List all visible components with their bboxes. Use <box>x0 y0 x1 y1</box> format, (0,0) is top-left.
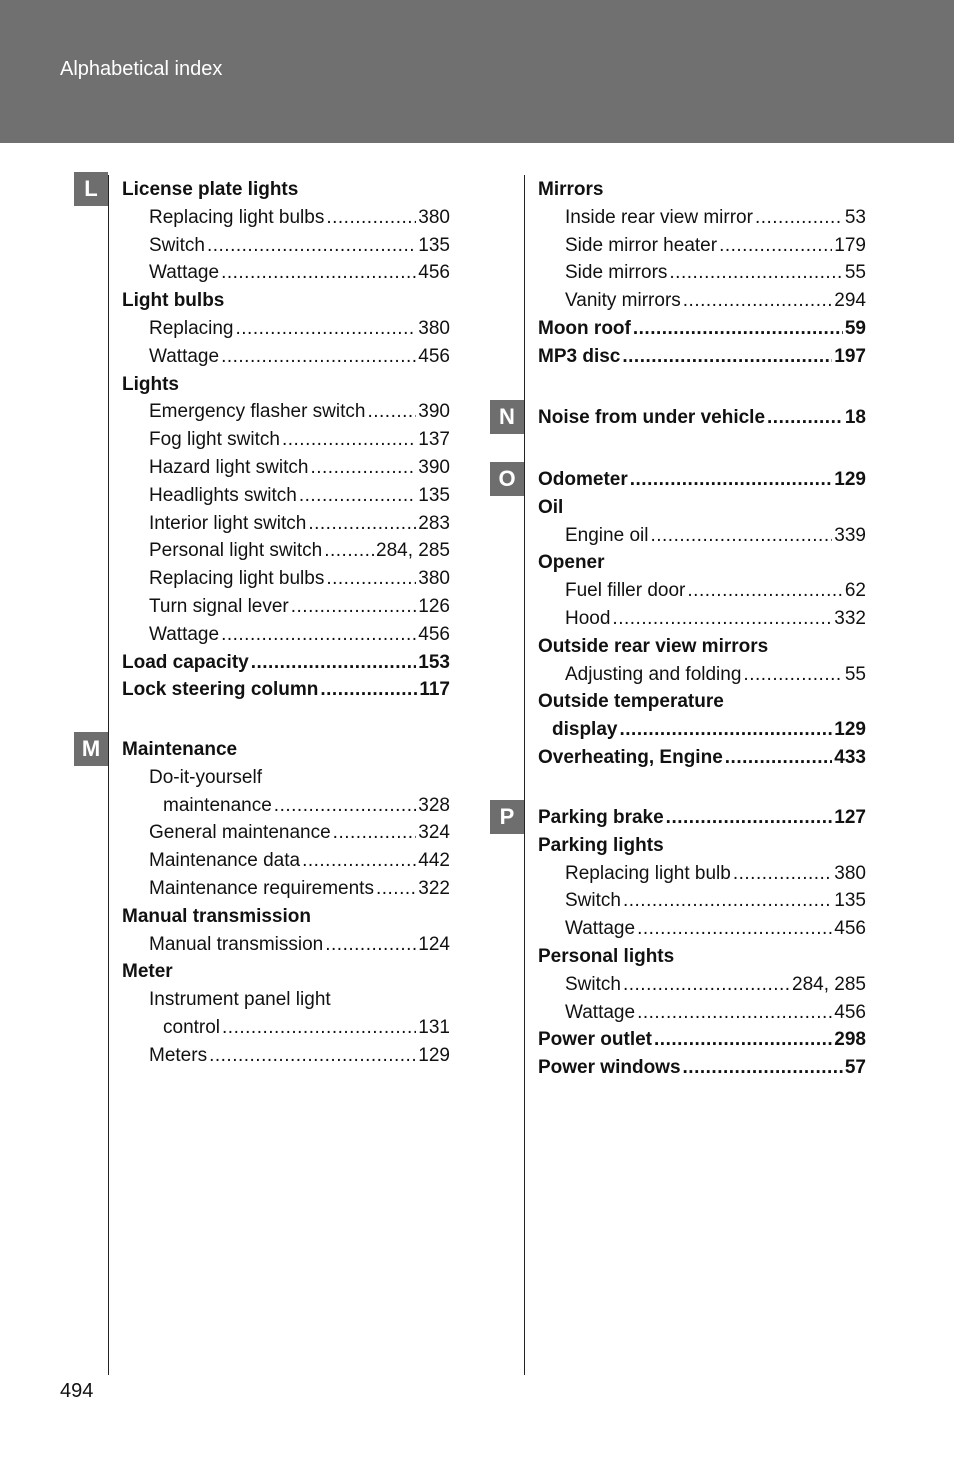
section-letter-p: P <box>490 800 524 834</box>
entry-text: Noise from under vehicle <box>538 407 766 428</box>
index-entry <box>538 804 866 832</box>
index-heading <box>122 287 450 315</box>
section-P <box>499 804 866 1082</box>
index-heading <box>122 958 450 986</box>
entry-page: 135 <box>834 890 866 912</box>
entry-text: Odometer <box>538 469 628 490</box>
dot-leader <box>251 649 417 677</box>
dot-leader <box>654 1026 832 1054</box>
index-entry <box>122 649 450 677</box>
dot-leader <box>637 999 832 1027</box>
section-M-continued <box>538 176 866 371</box>
entry-text: Wattage <box>149 262 220 284</box>
index-entry <box>122 315 450 343</box>
section-letter-n: N <box>490 400 524 434</box>
entry-text: Instrument panel light <box>149 989 331 1011</box>
entry-text: Inside rear view mirror <box>565 206 753 228</box>
index-entry <box>122 1014 450 1042</box>
index-entry <box>122 482 450 510</box>
index-entry <box>122 621 450 649</box>
entry-page: 55 <box>844 262 866 284</box>
index-heading <box>538 176 866 204</box>
entry-text: Meter <box>122 961 173 983</box>
entry-text: Fuel filler door <box>565 580 686 602</box>
entry-text: Opener <box>538 552 605 574</box>
entry-page: 117 <box>419 679 450 701</box>
dot-leader <box>302 847 416 875</box>
dot-leader <box>630 466 833 494</box>
entry-page: 197 <box>834 345 866 367</box>
entry-page: 324 <box>418 822 450 844</box>
entry-text: Turn signal lever <box>149 595 289 617</box>
entry-text: Switch <box>149 234 205 256</box>
entry-page: 456 <box>418 345 450 367</box>
dot-leader <box>612 605 832 633</box>
index-entry <box>122 1042 450 1070</box>
entry-page: 18 <box>844 407 866 428</box>
dot-leader <box>623 971 790 999</box>
index-entry <box>122 593 450 621</box>
entry-text: Mirrors <box>538 179 604 200</box>
index-entry <box>538 232 866 260</box>
entry-text: Maintenance requirements <box>149 877 374 899</box>
index-heading <box>122 764 450 792</box>
section-letter-l: L <box>74 172 108 206</box>
entry-text: Overheating, Engine <box>538 746 723 768</box>
header-title: Alphabetical index <box>60 58 223 80</box>
dot-leader <box>619 716 832 744</box>
entry-text: Wattage <box>565 918 636 940</box>
entry-page: 322 <box>418 877 450 899</box>
index-entry <box>122 398 450 426</box>
index-heading <box>538 633 866 661</box>
dot-leader <box>637 915 832 943</box>
entry-page: 390 <box>418 401 450 423</box>
index-heading <box>122 736 450 764</box>
entry-page: 328 <box>418 794 450 816</box>
dot-leader <box>725 744 833 772</box>
index-heading <box>122 176 450 204</box>
index-heading <box>538 943 866 971</box>
entry-page: 456 <box>834 918 866 940</box>
right-column <box>498 176 866 1366</box>
index-entry <box>122 819 450 847</box>
section-L <box>84 176 450 704</box>
dot-leader <box>326 565 416 593</box>
dot-leader <box>236 315 417 343</box>
index-entry <box>538 315 866 343</box>
entry-text: Meters <box>149 1044 208 1066</box>
entry-page: 137 <box>418 429 450 451</box>
entry-page: 390 <box>418 456 450 478</box>
index-entry <box>538 605 866 633</box>
entry-page: 55 <box>844 663 866 685</box>
entry-text: Power windows <box>538 1057 681 1079</box>
entry-page: 124 <box>418 933 450 955</box>
dot-leader <box>320 676 417 704</box>
dot-leader <box>325 931 416 959</box>
dot-leader <box>310 454 416 482</box>
entry-page: 62 <box>844 580 866 602</box>
index-entry <box>538 1054 866 1082</box>
entry-text: Power outlet <box>538 1029 653 1051</box>
entry-page: 294 <box>834 290 866 312</box>
entry-page: 59 <box>844 317 866 339</box>
index-heading <box>538 688 866 716</box>
entry-page: 298 <box>834 1029 866 1051</box>
dot-leader <box>299 482 416 510</box>
index-entry <box>538 1026 866 1054</box>
entry-text: Replacing light bulb <box>565 862 731 884</box>
entry-text: Manual transmission <box>122 905 311 927</box>
dot-leader <box>743 661 842 689</box>
entry-text: control <box>163 1016 221 1038</box>
entry-text: Outside rear view mirrors <box>538 635 769 657</box>
entry-page: 380 <box>418 317 450 339</box>
entry-text: General maintenance <box>149 822 331 844</box>
dot-leader <box>367 398 416 426</box>
index-heading <box>538 549 866 577</box>
dot-leader <box>650 522 832 550</box>
entry-page: 126 <box>418 595 450 617</box>
dot-leader <box>623 887 832 915</box>
entry-page: 179 <box>834 234 866 256</box>
index-entry <box>122 454 450 482</box>
dot-leader <box>687 577 842 605</box>
entry-page: 57 <box>844 1057 866 1079</box>
entry-text: Emergency flasher switch <box>149 401 366 423</box>
entry-text: Wattage <box>149 345 220 367</box>
section-letter-o: O <box>490 462 524 496</box>
section-M <box>81 736 450 1070</box>
entry-text: maintenance <box>163 794 272 816</box>
entry-text: Wattage <box>565 1001 636 1023</box>
dot-leader <box>207 232 416 260</box>
dot-leader <box>274 792 417 820</box>
entry-text: Light bulbs <box>122 290 225 312</box>
dot-leader <box>669 259 842 287</box>
entry-page: 131 <box>418 1016 450 1038</box>
index-heading <box>122 371 450 399</box>
index-entry <box>538 860 866 888</box>
section-letter-m: M <box>74 732 108 766</box>
index-entry <box>122 565 450 593</box>
right-column-rule <box>524 175 525 1375</box>
index-entry <box>538 343 866 371</box>
entry-page: 456 <box>418 623 450 645</box>
entry-page: 433 <box>834 746 866 768</box>
entry-text: License plate lights <box>122 179 299 200</box>
section-O <box>498 466 866 772</box>
entry-page: 129 <box>834 469 866 490</box>
index-entry <box>122 792 450 820</box>
dot-leader <box>666 804 833 832</box>
dot-leader <box>767 404 843 432</box>
page-header <box>0 0 954 143</box>
index-entry <box>538 661 866 689</box>
entry-page: 332 <box>834 607 866 629</box>
index-entry <box>538 204 866 232</box>
dot-leader <box>221 343 416 371</box>
entry-text: Oil <box>538 496 564 518</box>
dot-leader <box>308 510 416 538</box>
index-entry <box>122 676 450 704</box>
dot-leader <box>222 1014 416 1042</box>
entry-text: Lights <box>122 373 179 395</box>
index-entry <box>122 537 450 565</box>
index-heading <box>122 903 450 931</box>
entry-text: Switch <box>565 890 621 912</box>
dot-leader <box>291 593 417 621</box>
entry-page: 153 <box>418 651 450 673</box>
entry-text: Maintenance <box>122 739 238 760</box>
entry-text: Wattage <box>149 623 220 645</box>
section-N <box>499 404 866 432</box>
entry-text: Engine oil <box>565 524 649 546</box>
index-entry <box>538 887 866 915</box>
entry-page: 284, 285 <box>792 973 866 995</box>
dot-leader <box>733 860 832 888</box>
index-entry <box>122 259 450 287</box>
index-entry <box>122 204 450 232</box>
entry-page: 339 <box>834 524 866 546</box>
dot-leader <box>683 287 833 315</box>
index-entry <box>122 426 450 454</box>
index-entry <box>538 466 866 494</box>
entry-text: Side mirrors <box>565 262 668 284</box>
entry-text: display <box>552 719 618 741</box>
entry-text: Moon roof <box>538 317 631 339</box>
index-heading <box>538 832 866 860</box>
entry-page: 380 <box>834 862 866 884</box>
index-entry <box>538 744 866 772</box>
dot-leader <box>683 1054 843 1082</box>
index-entry <box>122 847 450 875</box>
entry-text: Parking lights <box>538 834 664 856</box>
entry-text: Side mirror heater <box>565 234 718 256</box>
index-heading <box>122 986 450 1014</box>
dot-leader <box>719 232 832 260</box>
dot-leader <box>209 1042 416 1070</box>
entry-page: 283 <box>418 512 450 534</box>
entry-page: 129 <box>418 1044 450 1066</box>
index-entry <box>538 287 866 315</box>
entry-text: Hazard light switch <box>149 456 309 478</box>
entry-page: 380 <box>418 568 450 590</box>
dot-leader <box>622 343 832 371</box>
entry-text: Lock steering column <box>122 679 319 701</box>
entry-text: Interior light switch <box>149 512 307 534</box>
entry-page: 53 <box>844 206 866 228</box>
dot-leader <box>221 259 416 287</box>
entry-text: Replacing <box>149 317 234 339</box>
entry-page: 456 <box>418 262 450 284</box>
entry-text: MP3 disc <box>538 345 621 367</box>
entry-page: 380 <box>418 206 450 228</box>
entry-text: Fog light switch <box>149 429 280 451</box>
dot-leader <box>324 537 374 565</box>
left-column-rule <box>108 175 109 1375</box>
entry-text: Switch <box>565 973 621 995</box>
index-entry <box>122 875 450 903</box>
entry-text: Manual transmission <box>149 933 324 955</box>
left-column <box>81 176 450 1366</box>
entry-page: 284, 285 <box>376 540 450 562</box>
index-entry <box>122 343 450 371</box>
dot-leader <box>326 204 416 232</box>
entry-text: Maintenance data <box>149 850 301 872</box>
dot-leader <box>333 819 417 847</box>
dot-leader <box>633 315 843 343</box>
dot-leader <box>282 426 416 454</box>
index-entry <box>538 971 866 999</box>
entry-text: Outside temperature <box>538 691 724 713</box>
index-entry <box>122 510 450 538</box>
entry-text: Personal light switch <box>149 540 323 562</box>
page-number: 494 <box>60 1380 94 1402</box>
entry-text: Replacing light bulbs <box>149 206 325 228</box>
index-heading <box>538 494 866 522</box>
index-entry <box>538 577 866 605</box>
entry-text: Parking brake <box>538 807 664 828</box>
entry-page: 127 <box>834 807 866 828</box>
entry-text: Personal lights <box>538 945 675 967</box>
index-entry <box>538 259 866 287</box>
entry-text: Replacing light bulbs <box>149 568 325 590</box>
entry-page: 456 <box>834 1001 866 1023</box>
entry-text: Load capacity <box>122 651 249 673</box>
dot-leader <box>221 621 416 649</box>
entry-text: Vanity mirrors <box>565 290 681 312</box>
entry-page: 135 <box>418 234 450 256</box>
index-entry <box>538 404 866 432</box>
index-entry <box>538 915 866 943</box>
entry-text: Headlights switch <box>149 484 297 506</box>
entry-page: 442 <box>418 850 450 872</box>
entry-page: 129 <box>834 719 866 741</box>
entry-page: 135 <box>418 484 450 506</box>
entry-text: Hood <box>565 607 611 629</box>
entry-text: Adjusting and folding <box>565 663 742 685</box>
dot-leader <box>376 875 416 903</box>
entry-text: Do-it-yourself <box>149 766 262 788</box>
index-entry <box>538 522 866 550</box>
index-entry <box>122 232 450 260</box>
index-entry <box>122 931 450 959</box>
index-entry <box>538 999 866 1027</box>
index-entry <box>538 716 866 744</box>
dot-leader <box>755 204 843 232</box>
